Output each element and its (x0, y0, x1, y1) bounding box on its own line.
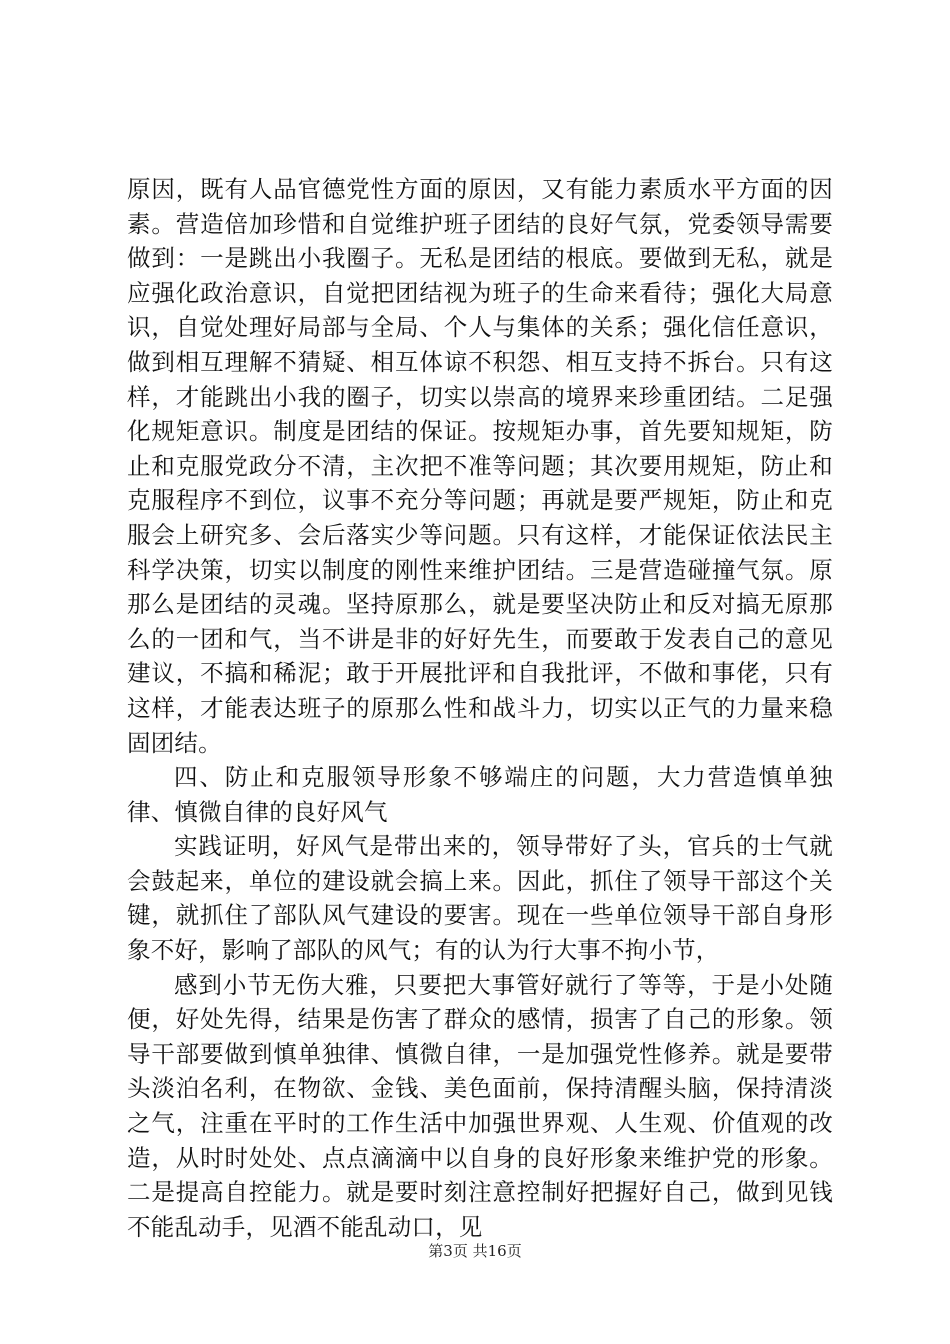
section-heading-four: 四、防止和克服领导形象不够端庄的问题，大力营造慎单独律、慎微自律的良好风气 (127, 763, 833, 826)
paragraph-small-details: 感到小节无伤大雅，只要把大事管好就行了等等，于是小处随便，好处先得，结果是伤害了群众的感情，损害了自己的形象。领导干部要做到慎单独律、慎微自律，一是加强党性修养。就是要带头淡泊名利，在物欲、金钱、美色面前，保持清醒头脑，保持清淡之气，注重在平时的工作生活中加强世界观、人生观、价值观的改造，从时时处处、点点滴滴中以自身的良好形象来维护党的形象。二是提高自控能力。就是要时刻注意控制好把握好自己，做到见钱不能乱动手，见酒不能乱动口，见 (127, 970, 833, 1241)
page-number-footer: 第3页 共16页 (428, 1242, 522, 1260)
paragraph-practice: 实践证明，好风气是带出来的，领导带好了头，官兵的士气就会鼓起来，单位的建设就会搞上来。因此，抓住了领导干部这个关键，就抓住了部队风气建设的要害。现在一些单位领导干部自身形象不好，影响了部队的风气；有的认为行大事不拘小节， (127, 832, 833, 965)
document-body (127, 172, 833, 1244)
paragraph-continuation: 原因，既有人品官德党性方面的原因，又有能力素质水平方面的因素。营造倍加珍惜和自觉维护班子团结的良好气氛，党委领导需要做到：一是跳出小我圈子。无私是团结的根底。要做到无私，就是应强化政治意识，自觉把团结视为班子的生命来看待；强化大局意识，自觉处理好局部与全局、个人与集体的关系；强化信任意识，做到相互理解不猜疑、相互体谅不积怨、相互支持不拆台。只有这样，才能跳出小我的圈子，切实以崇高的境界来珍重团结。二足强化规矩意识。制度是团结的保证。按规矩办事，首先要知规矩，防止和克服党政分不清，主次把不准等问题；其次要用规矩，防止和克服程序不到位，议事不充分等问题；再就是要严规矩，防止和克服会上研究多、会后落实少等问题。只有这样，才能保证依法民主科学决策，切实以制度的刚性来维护团结。三是营造碰撞气氛。原那么是团结的灵魂。坚持原那么，就是要坚决防止和反对搞无原那么的一团和气，当不讲是非的好好先生，而要敢于发表自己的意见建议，不搞和稀泥；敢于开展批评和自我批评，不做和事佬，只有这样，才能表达班子的原那么性和战斗力，切实以正气的力量来稳固团结。 (127, 175, 833, 757)
